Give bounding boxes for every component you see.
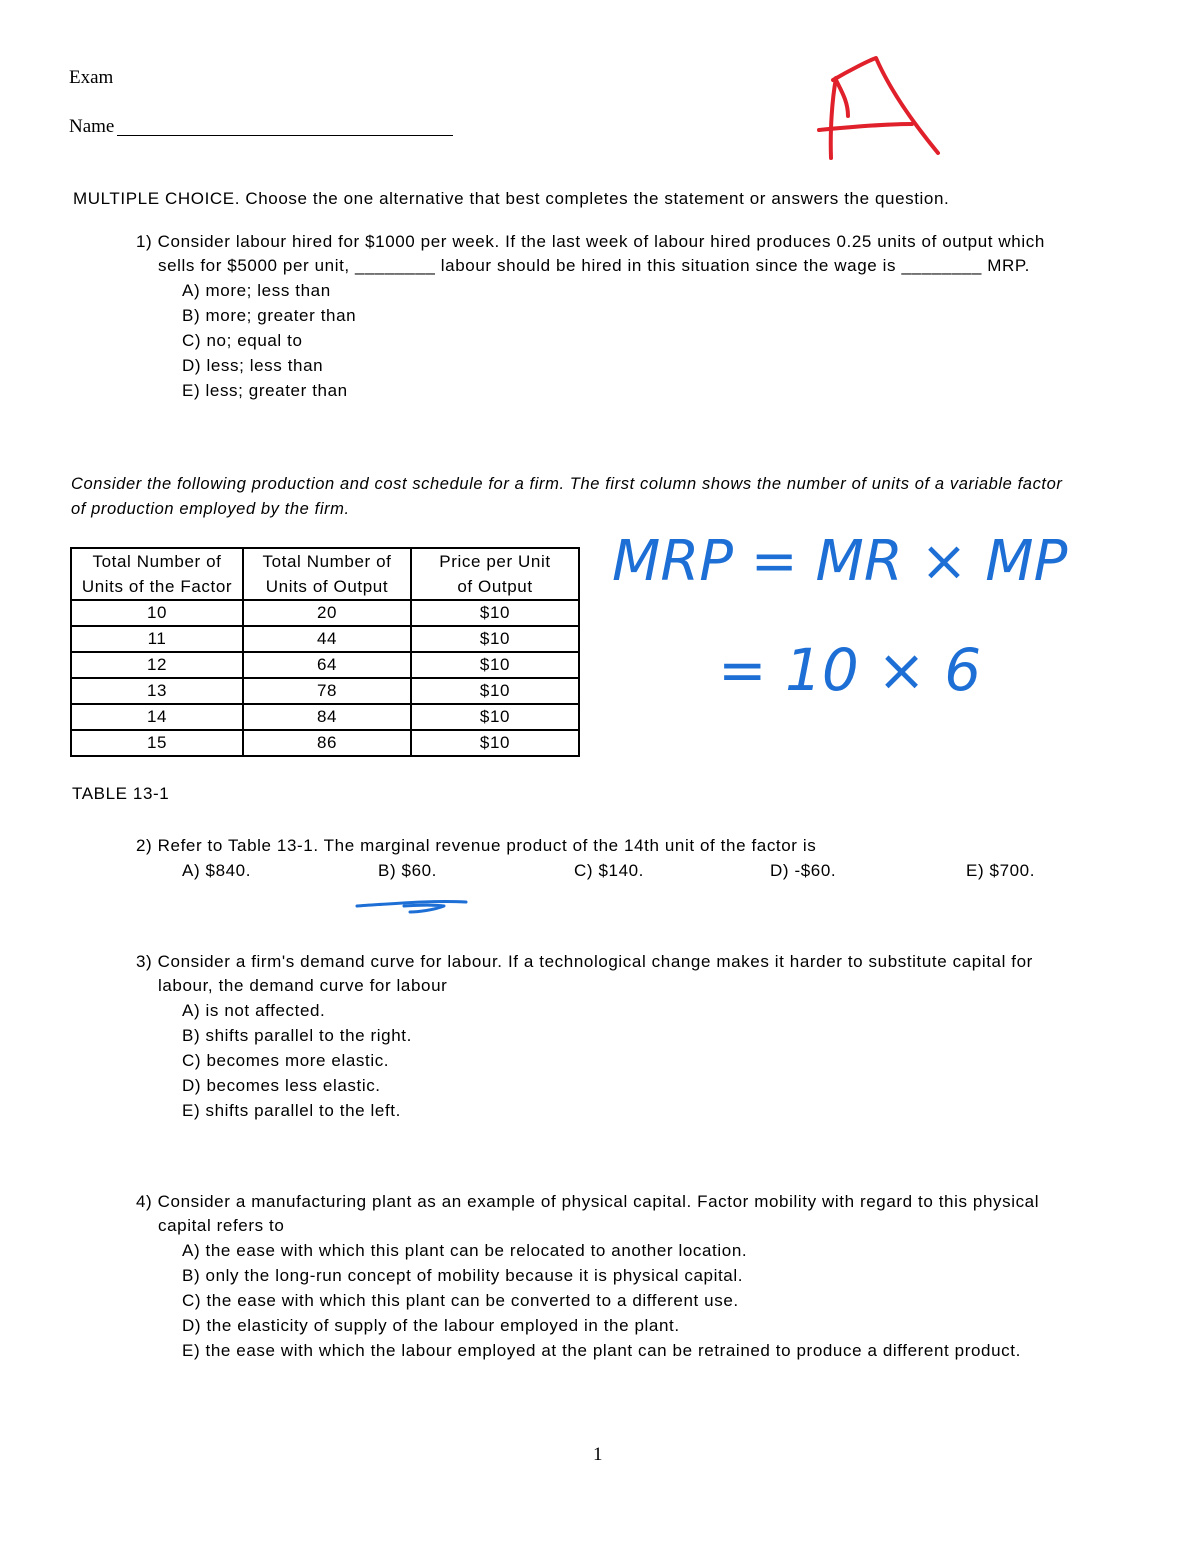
name-label: Name xyxy=(69,116,115,137)
question-number: 3) xyxy=(136,952,153,971)
answer-underline-mark xyxy=(357,901,466,912)
option-d: D) the elasticity of supply of the labour employed in the plant. xyxy=(182,1316,680,1335)
column-header: Total Number of Units of the Factor xyxy=(71,548,243,600)
table-row: 14 84 $10 xyxy=(71,704,579,730)
option-b: B) shifts parallel to the right. xyxy=(182,1026,412,1045)
option-d: D) -$60. xyxy=(770,861,837,880)
option-c: C) the ease with which this plant can be converted to a different use. xyxy=(182,1291,739,1310)
option-a: A) the ease with which this plant can be relocated to another location. xyxy=(182,1241,748,1260)
instructions: MULTIPLE CHOICE. Choose the one alternative that best completes the statement or answers the question. xyxy=(73,189,950,208)
question-stem: Refer to Table 13-1. The marginal revenue product of the 14th unit of the factor is xyxy=(157,836,817,855)
question-number: 2) xyxy=(136,836,153,855)
option-a: A) is not affected. xyxy=(182,1001,326,1020)
table-row: 12 64 $10 xyxy=(71,652,579,678)
question-stem-cont: sells for $5000 per unit, ________ labour should be hired in this situation since the wage is ________ MRP. xyxy=(158,256,1030,275)
option-c: C) becomes more elastic. xyxy=(182,1051,390,1070)
table-row: 13 78 $10 xyxy=(71,678,579,704)
question-stem-cont: labour, the demand curve for labour xyxy=(158,976,448,995)
option-e: E) the ease with which the labour employed at the plant can be retrained to produce a different product. xyxy=(182,1341,1021,1360)
handwritten-formula-line-1: MRP = MR × MP xyxy=(612,529,1068,594)
option-c: C) no; equal to xyxy=(182,331,303,350)
option-c: C) $140. xyxy=(574,861,645,880)
table-caption: TABLE 13-1 xyxy=(72,784,170,803)
option-a: A) $840. xyxy=(182,861,252,880)
question-number: 1) xyxy=(136,232,153,251)
option-d: D) less; less than xyxy=(182,356,324,375)
column-header: Total Number of Units of Output xyxy=(243,548,411,600)
option-b: B) $60. xyxy=(378,861,438,880)
option-e: E) $700. xyxy=(966,861,1036,880)
table-row: 11 44 $10 xyxy=(71,626,579,652)
question-stem: Consider a manufacturing plant as an example of physical capital. Factor mobility with regard to this physical xyxy=(157,1192,1040,1211)
page-number: 1 xyxy=(593,1444,603,1465)
question-stem: Consider labour hired for $1000 per week. If the last week of labour hired produces 0.25 units of output which xyxy=(157,232,1045,251)
table-row: 15 86 $10 xyxy=(71,730,579,756)
table-intro: Consider the following production and cost schedule for a firm. The first column shows the number of units of a variable factor of production employed by the firm. xyxy=(71,475,1063,518)
exam-label: Exam xyxy=(69,67,114,88)
option-a: A) more; less than xyxy=(182,281,331,300)
handwritten-formula xyxy=(612,529,1068,704)
option-d: D) becomes less elastic. xyxy=(182,1076,381,1095)
option-e: E) less; greater than xyxy=(182,381,348,400)
option-b: B) only the long-run concept of mobility because it is physical capital. xyxy=(182,1266,744,1285)
question-stem-cont: capital refers to xyxy=(158,1216,285,1235)
question-number: 4) xyxy=(136,1192,153,1211)
grade-a-mark xyxy=(819,58,938,158)
column-header: Price per Unit of Output xyxy=(411,548,579,600)
option-b: B) more; greater than xyxy=(182,306,357,325)
table-row: 10 20 $10 xyxy=(71,600,579,626)
question-stem: Consider a firm's demand curve for labour. If a technological change makes it harder to substitute capital for xyxy=(157,952,1033,971)
handwritten-formula-line-2: = 10 × 6 xyxy=(718,636,982,704)
option-e: E) shifts parallel to the left. xyxy=(182,1101,401,1120)
